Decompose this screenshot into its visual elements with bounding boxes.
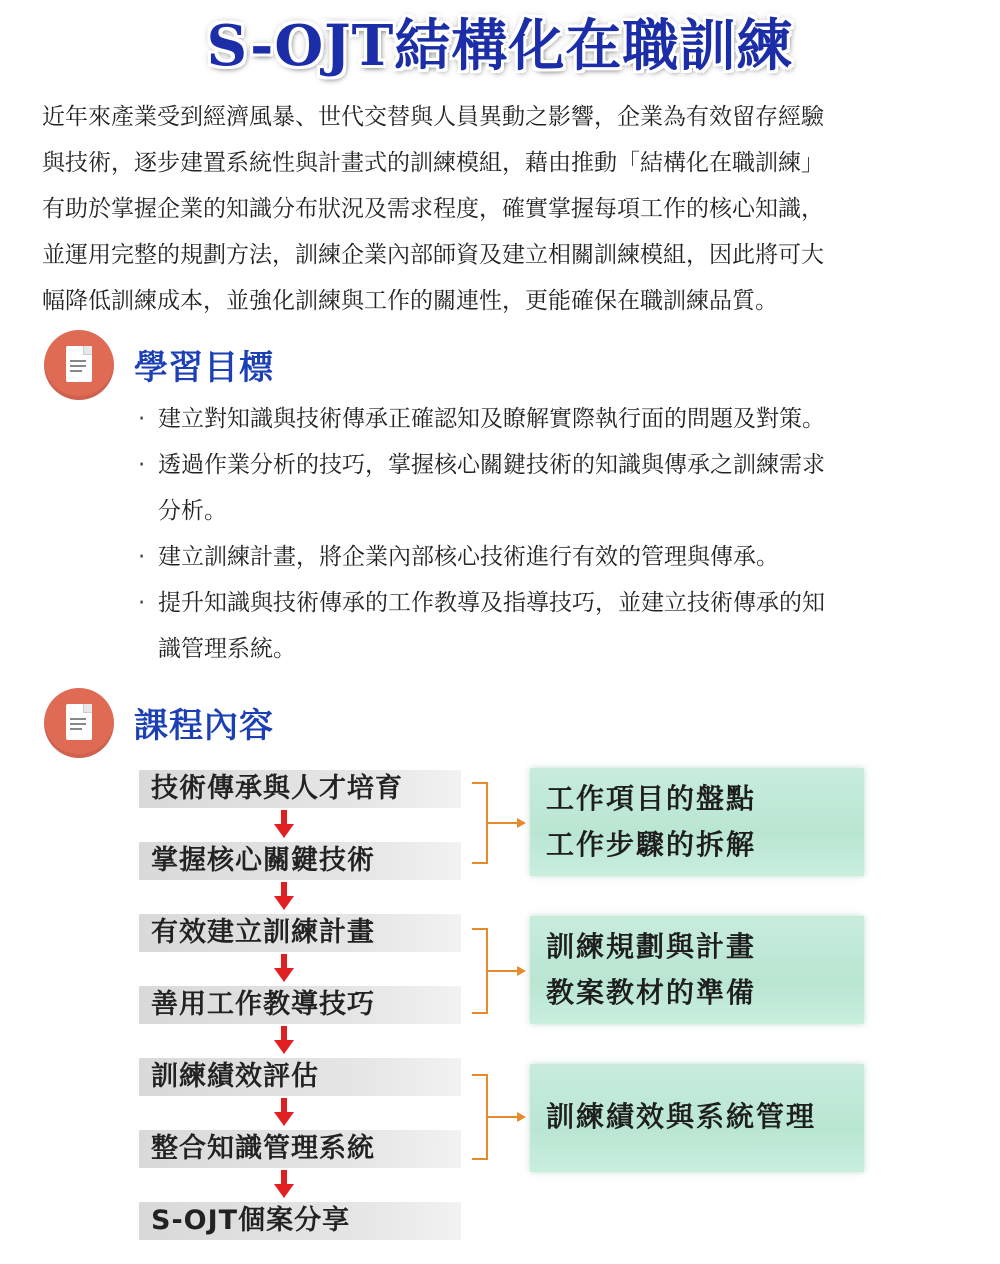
list-item: · 建立訓練計畫，將企業內部核心技術進行有效的管理與傳承。 [138,544,779,570]
content-badge [44,688,114,758]
bracket-connector [472,782,488,864]
document-icon [66,346,92,382]
list-item: · 建立對知識與技術傳承正確認知及瞭解實際執行面的問題及對策。 [138,406,825,432]
outcome-line: 工作項目的盤點 [546,782,757,815]
outcome-box [530,768,864,876]
outcome-line: 訓練績效與系統管理 [546,1100,817,1133]
flow-step: S-OJT個案分享 [139,1202,461,1240]
outcome-box [530,1064,864,1172]
intro-paragraph [42,94,972,324]
list-item: · 透過作業分析的技巧，掌握核心關鍵技術的知識與傳承之訓練需求 [138,452,825,478]
down-arrow-icon [274,810,294,840]
down-arrow-icon [274,1098,294,1128]
flow-step: 善用工作教導技巧 [139,986,461,1024]
intro-line: 與技術，逐步建置系統性與計畫式的訓練模組，藉由推動「結構化在職訓練」 [42,150,824,176]
bracket-connector [472,928,488,1014]
flow-step: 有效建立訓練計畫 [139,914,461,952]
down-arrow-icon [274,1026,294,1056]
content-heading: 課程內容 [134,706,274,746]
outcome-line: 訓練規劃與計畫 [546,930,757,963]
objectives-heading: 學習目標 [134,348,274,388]
outcome-line: 工作步驟的拆解 [546,828,757,861]
flow-step: 掌握核心關鍵技術 [139,842,461,880]
flow-step: 整合知識管理系統 [139,1130,461,1168]
intro-line: 幅降低訓練成本，並強化訓練與工作的關連性，更能確保在職訓練品質。 [42,288,778,314]
down-arrow-icon [274,954,294,984]
document-icon [66,704,92,740]
page-title: S-OJT結構化在職訓練 [206,13,794,79]
right-arrow-icon [488,1116,518,1118]
objectives-list [138,396,958,672]
flow-step: 訓練績效評估 [139,1058,461,1096]
bracket-connector [472,1074,488,1160]
outcome-line: 教案教材的準備 [546,976,757,1009]
objectives-badge [44,330,114,400]
list-item-continuation: 分析。 [158,498,227,524]
outcome-box [530,916,864,1024]
down-arrow-icon [274,1170,294,1200]
list-item: · 提升知識與技術傳承的工作教導及指導技巧，並建立技術傳承的知 [138,590,825,616]
intro-line: 並運用完整的規劃方法，訓練企業內部師資及建立相關訓練模組，因此將可大 [42,242,824,268]
flow-step: 技術傳承與人才培育 [139,770,461,808]
intro-line: 近年來產業受到經濟風暴、世代交替與人員異動之影響，企業為有效留存經驗 [42,104,824,130]
list-item-continuation: 識管理系統。 [158,636,296,662]
right-arrow-icon [488,822,518,824]
right-arrow-icon [488,970,518,972]
intro-line: 有助於掌握企業的知識分布狀況及需求程度，確實掌握每項工作的核心知識， [42,196,824,222]
down-arrow-icon [274,882,294,912]
